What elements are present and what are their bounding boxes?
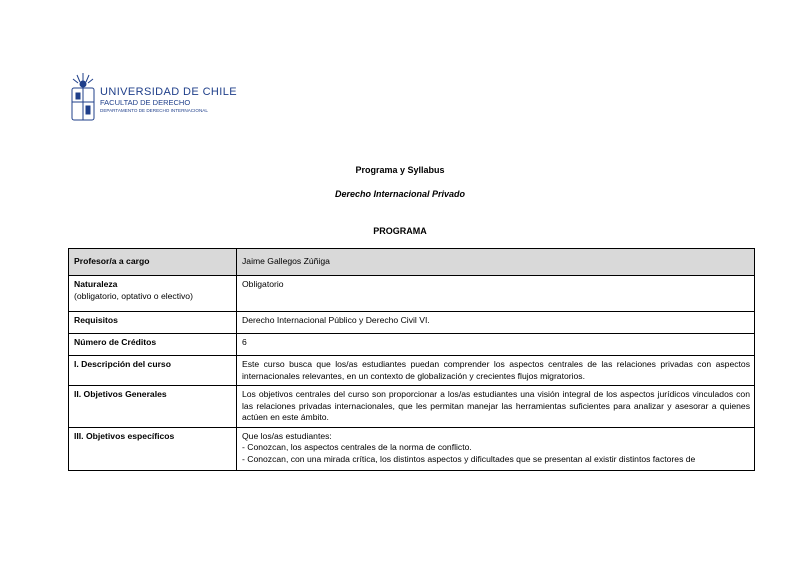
document-heading: Programa y Syllabus: [355, 165, 445, 175]
row-value: Los objetivos centrales del curso son proporcionar a los/as estudiantes una visión integral de los aspectos jurídicos vinculados con las relaciones privadas internacionales, que les permitan manejar las herramientas suficientes para analizar y asesorar a quienes actúen en este ámbito.: [237, 386, 755, 428]
course-title: Derecho Internacional Privado: [334, 189, 466, 199]
table-row-requirements: [69, 312, 755, 334]
list-item: - Conozcan, los aspectos centrales de la norma de conflicto.: [242, 442, 472, 452]
table-row-nature: [69, 276, 755, 312]
row-value: Derecho Internacional Público y Derecho Civil VI.: [237, 312, 755, 334]
row-value: Jaime Gallegos Zúñiga: [237, 249, 755, 276]
row-label: Requisitos: [69, 312, 237, 334]
row-value: Obligatorio: [237, 276, 755, 312]
row-value: Este curso busca que los/as estudiantes puedan comprender los aspectos centrales de las relaciones privadas con aspectos internacionales relevantes, en un contexto de globalización y crecientes flujos migratorios.: [237, 356, 755, 386]
university-name: UNIVERSIDAD DE CHILE: [100, 86, 237, 98]
row-label: Naturaleza: [74, 279, 118, 289]
row-label: III. Objetivos específicos: [69, 427, 237, 470]
row-label: Número de Créditos: [69, 334, 237, 356]
row-label-cell: [69, 276, 237, 312]
faculty-name: FACULTAD DE DERECHO: [100, 98, 191, 107]
section-title: PROGRAMA: [373, 226, 427, 236]
row-value: Que los/as estudiantes:: [242, 430, 332, 441]
university-logo: [68, 72, 237, 124]
table-row-specific-objectives: [69, 427, 755, 470]
row-label: I. Descripción del curso: [69, 356, 237, 386]
table-row-general-objectives: [69, 386, 755, 428]
department-name: DEPARTAMENTO DE DERECHO INTERNACIONAL: [100, 108, 208, 113]
table-row-description: [69, 356, 755, 386]
table-row-credits: [69, 334, 755, 356]
row-label: Profesor/a a cargo: [69, 249, 237, 276]
list-item: - Conozcan, con una mirada crítica, los distintos aspectos y dificultades que se presentan al existir distintos factores de: [242, 453, 696, 464]
row-value: 6: [237, 334, 755, 356]
row-sublabel: (obligatorio, optativo o electivo): [74, 290, 193, 301]
table-row-professor: [69, 249, 755, 276]
row-label: II. Objetivos Generales: [69, 386, 237, 428]
syllabus-table: [68, 248, 755, 471]
university-crest-icon: [68, 72, 98, 124]
row-value-cell: [237, 427, 755, 470]
